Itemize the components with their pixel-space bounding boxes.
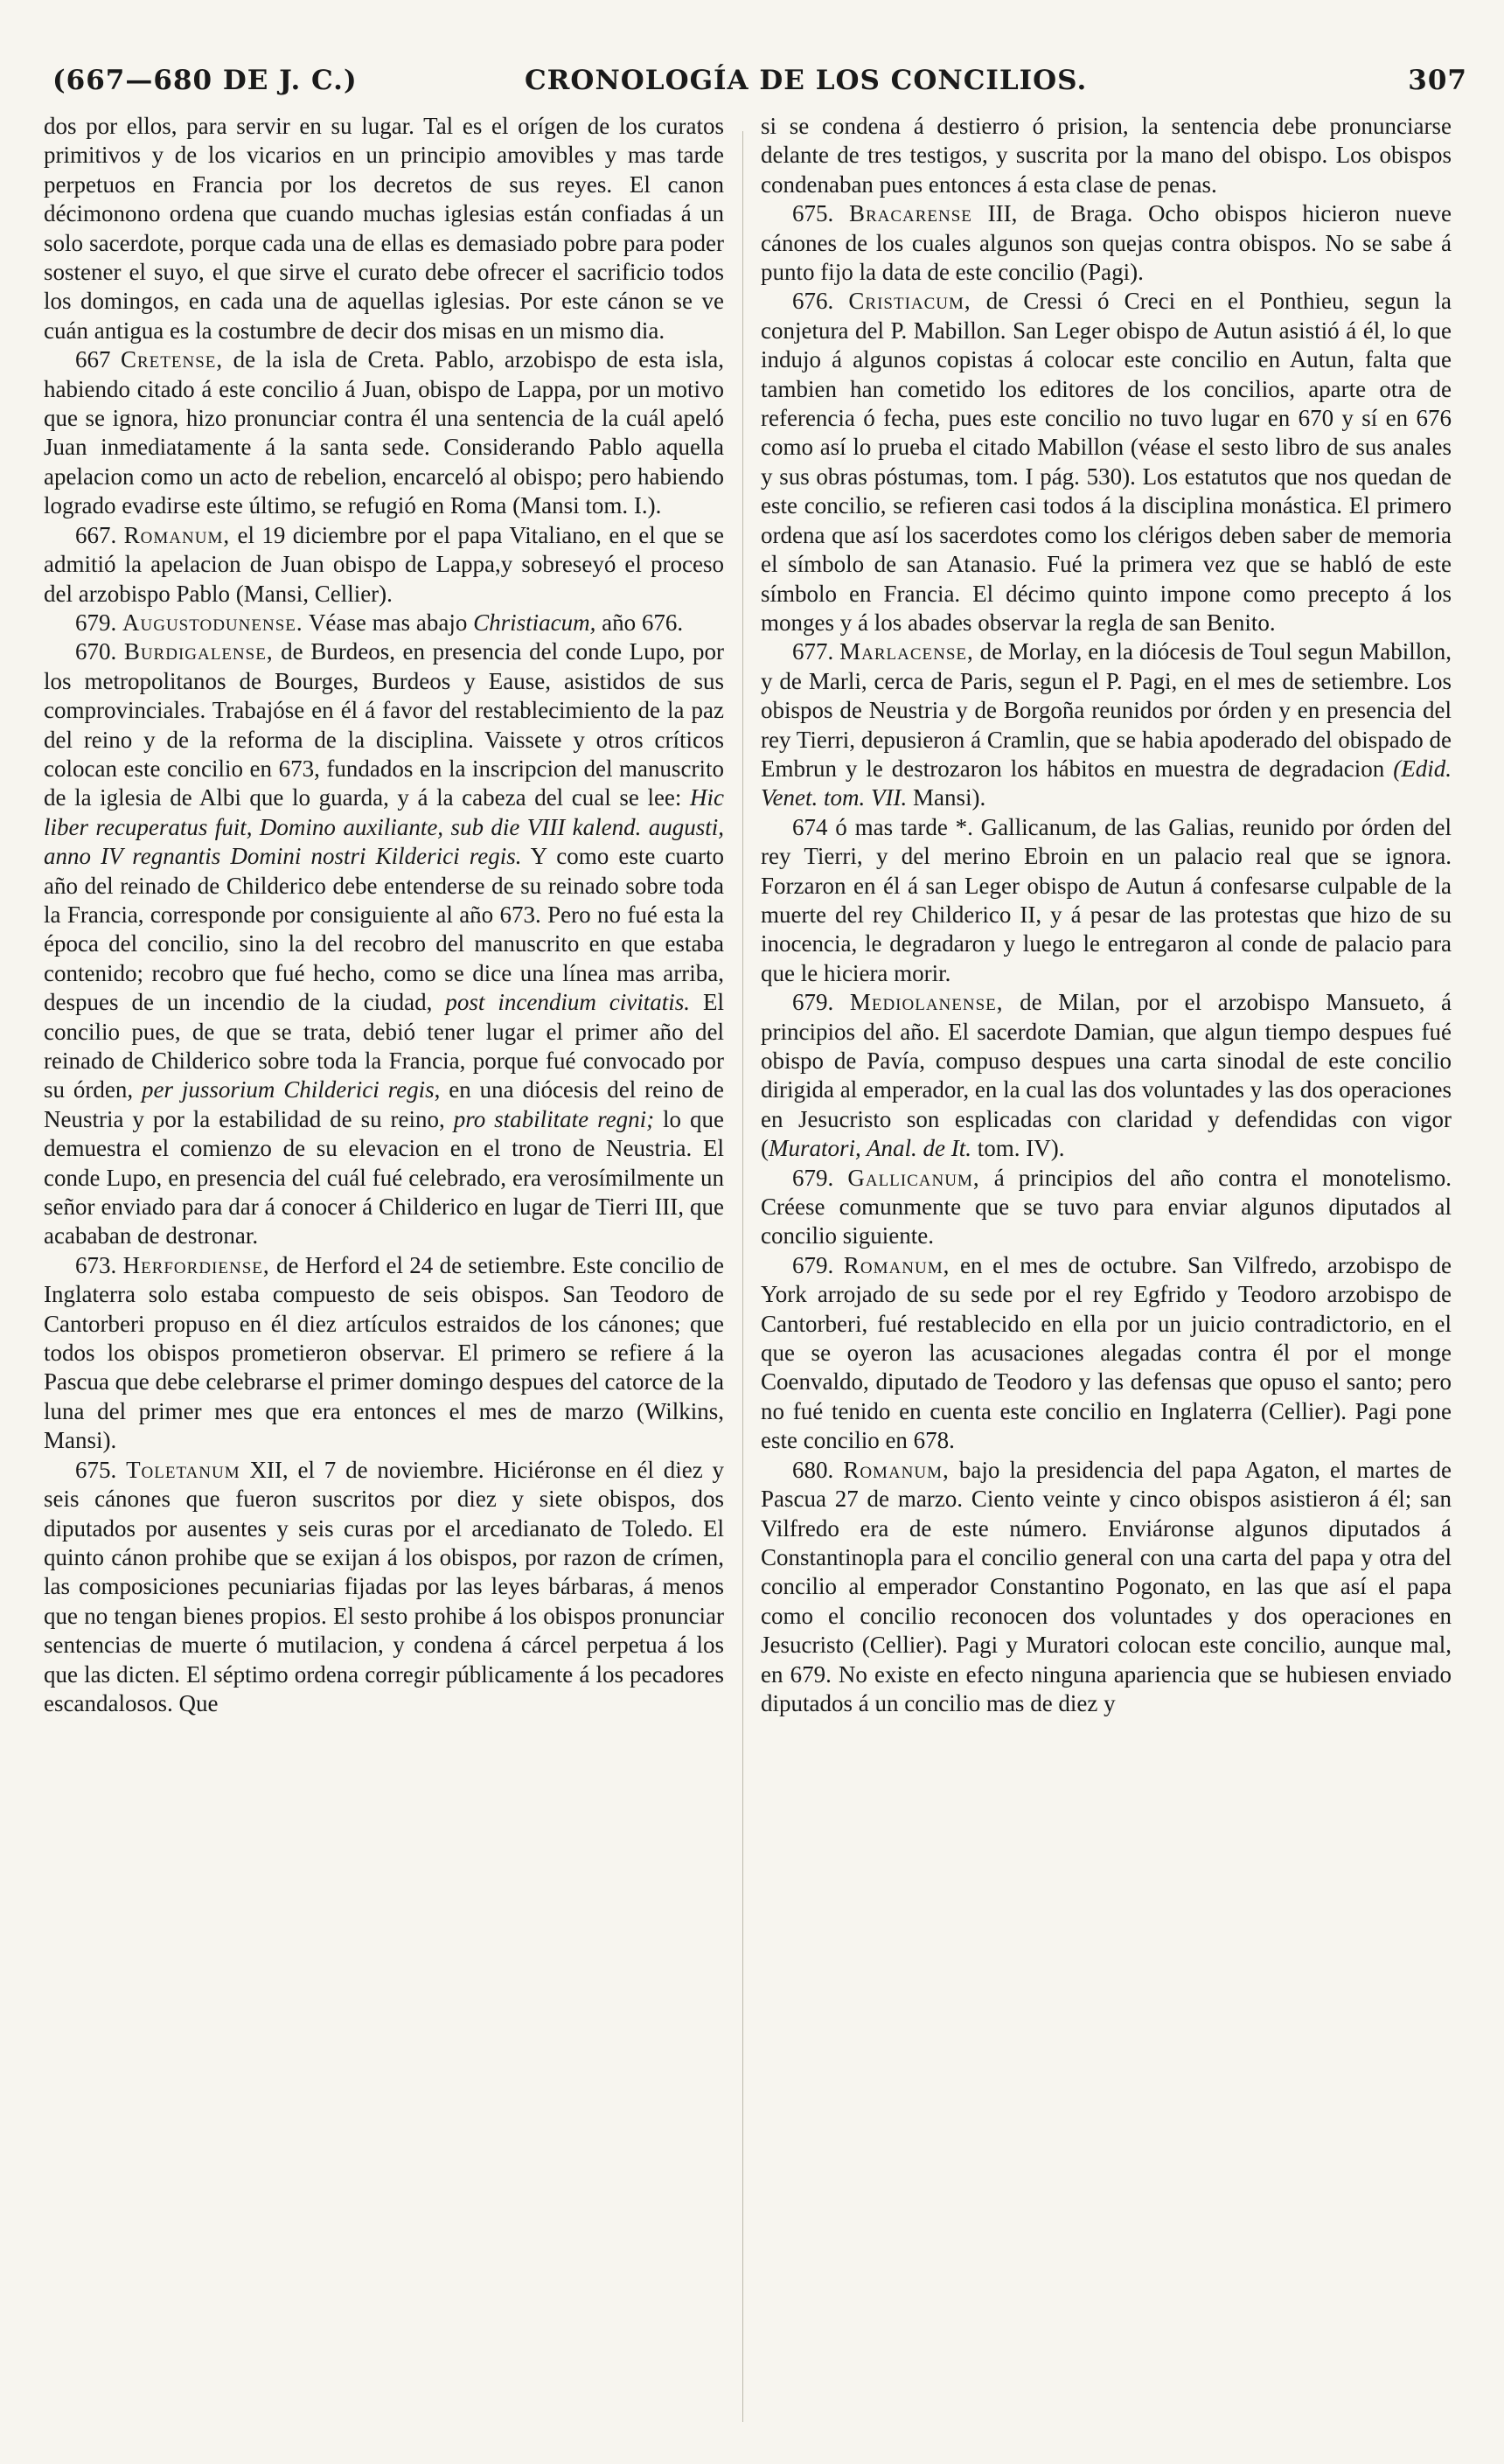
- entry-text: de Cressi ó Creci en el Ponthieu, segun la conjetura del P. Mabillon. San Leger obispo de Autun asistió á él, lo que indujo á algunos copistas á colocar este concilio en Autun, falta que tambien han cometido los editores de los concilios, aparte otra de referencia ó fecha, pues este concilio no tuvo lugar en 670 y sí en 676 como así lo prueba el citado Mabillon (véase el sesto libro de sus anales y sus obras póstumas, tom. I pág. 530). Los estatutos que nos quedan de este concilio, se refieren casi todos á la disciplina monástica. El primero ordena que así los sacerdotes como los clérigos deben saber de memoria el símbolo de san Atanasio. Fué la primera vez que se habló de este símbolo en Francia. El décimo quinto impone como precepto á los monges y á los abades observar la regla de san Benito.: [761, 288, 1452, 636]
- entry-year: 679.: [792, 989, 834, 1016]
- entry-text: ó mas tarde *. Gallicanum, de las Galias, reunido por órden del rey Tierri, y del merino Ebroin en un palacio real que se ignora. Forzaron en él á san Leger obispo de Autun á confesarse culpable de la muerte del rey Childerico II, y á pesar de las protestas que hizo de su inocencia, le degradaron y luego le entregaron al conde de palacio para que le hiciera morir.: [761, 813, 1452, 986]
- entry-text: de Morlay, en la diócesis de Toul segun Mabillon, y de Marli, cerca de Paris, segun el P. Pagi, en el mes de setiembre. Los obispos de Neustria y de Borgoña reunidos por órden y en presencia del rey Tierri, depusieron á Cramlin, que se habia apoderado del obispado de Embrun y le destrozaron los hábitos en muestra de degradacion: [761, 638, 1452, 782]
- entry-text: de Herford el 24 de setiembre. Este concilio de Inglaterra solo estaba compuesto de seis obispos. San Teodoro de Cantorberi propuso en él diez artículos estraidos de los cánones; que todos los obispos prometieron observar. El primero se refiere á la Pascua que debe celebrarse el primer domingo despues del catorce de la luna del primer mes que era entonces el mes de marzo (Wilkins, Mansi).: [44, 1251, 724, 1454]
- entry-italic: (Edid. Venet. tom. VII.: [761, 755, 1452, 811]
- entry-year: 670.: [75, 638, 117, 665]
- council-entry: [761, 1456, 1452, 1719]
- entry-text: de la isla de Creta. Pablo, arzobispo de esta isla, habiendo citado á este concilio á Juan, obispo de Lappa, por un motivo que se ignora, hizo pronunciar contra él una sentencia de la cuál apeló Juan inmediatamente á la santa sede. Considerando Pablo aquella apelacion como un acto de rebelion, encarceló al obispo; pero habiendo logrado evadirse este último, se refugió en Roma (Mansi tom. I.).: [44, 346, 724, 519]
- entry-council-name: Romanum,: [843, 1251, 950, 1278]
- council-entry: [44, 345, 724, 520]
- date-range: (667—680 DE J. C.): [52, 65, 358, 96]
- entry-year: 676.: [792, 288, 834, 315]
- entry-council-name: Gallicanum,: [847, 1164, 980, 1191]
- entry-year: 675.: [75, 1456, 117, 1483]
- entry-italic: Christiacum,: [473, 609, 596, 636]
- entry-year: 679.: [792, 1251, 834, 1278]
- entry-text: Mansi).: [907, 784, 986, 811]
- entry-italic: per jussorium Childerici regis: [141, 1076, 435, 1103]
- entry-text: de Burdeos, en presencia del conde Lupo, por los metropolitanos de Bourges, Burdeos y Eause, asistidos de sus comprovinciales. Trabajóse en él á favor del restablecimiento de la paz del reino y de la reforma de la disciplina. Vaissete y otros críticos colocan este concilio en 673, fundados en la inscripcion del manuscrito de la iglesia de Albi que lo guarda, y á la cabeza del cual se lee:: [44, 638, 724, 811]
- entry-year: 680.: [792, 1456, 834, 1483]
- council-entry: [761, 637, 1452, 812]
- council-entry: [44, 637, 724, 1251]
- running-title: CRONOLOGÍA DE LOS CONCILIOS.: [525, 65, 1088, 96]
- page-header: [52, 52, 1467, 100]
- entry-italic: Hic liber recuperatus fuit, Domino auxiliante, sub die VIII kalend. augusti, anno IV regnantis Domini nostri Kilderici regis.: [44, 784, 724, 870]
- entry-council-name: Toletanum: [126, 1456, 240, 1483]
- entry-year: 667.: [75, 521, 117, 548]
- council-entry: [44, 1456, 724, 1719]
- entry-text: XII, el 7 de noviembre. Hiciéronse en él diez y seis cánones que fueron suscritos por diez y siete obispos, dos diputados por ausentes y seis curas por el arcedianato de Toledo. El quinto cánon prohibe que se exijan á los obispos, por razon de crímen, las composiciones pecuniarias fijadas por las leyes bárbaras, á menos que no tengan bienes propios. El sesto prohibe á los obispos pronunciar sentencias de muerte ó mutilacion, y condena á cárcel perpetua á los que las dicten. El séptimo ordena corregir públicamente á los pecadores escandalosos. Que: [44, 1456, 724, 1716]
- entry-council-name: Romanum,: [123, 521, 231, 548]
- entry-year: 677.: [792, 638, 834, 665]
- entry-year: 674: [792, 813, 828, 840]
- entry-italic: Muratori, Anal. de It.: [769, 1135, 971, 1162]
- page-number: 307: [1408, 65, 1467, 96]
- council-entry: [44, 609, 724, 637]
- entry-text: tom. IV).: [971, 1135, 1065, 1162]
- council-entry: [761, 988, 1452, 1163]
- entry-council-name: Romanum,: [843, 1456, 950, 1483]
- entry-council-name: Herfordiense,: [122, 1251, 270, 1278]
- entry-year: 675.: [792, 200, 834, 227]
- council-entry: [761, 1164, 1452, 1251]
- entry-text: III, de Braga. Ocho obispos hicieron nueve cánones de los cuales algunos son quejas contra obispos. No se sabe á punto fijo la data de este concilio (Pagi).: [761, 200, 1452, 286]
- entry-council-name: Augustodunense.: [122, 609, 303, 636]
- council-entry: [761, 287, 1452, 637]
- entry-text: , en una diócesis del reino de Neustria y por la estabilidad de su reino,: [44, 1076, 724, 1132]
- entry-text: Y como este cuarto año del reinado de Childerico debe entenderse de su reinado sobre toda la Francia, corresponde por consiguiente al año 673. Pero no fué esta la época del concilio, sino la del recobro del manuscrito en que estaba contenido; recobro que fué hecho, como se dice una línea mas arriba, despues de un incendio de la ciudad,: [44, 843, 724, 1016]
- entry-year: 679.: [75, 609, 117, 636]
- entry-text: á principios del año contra el monotelismo. Créese comunmente que se tuvo para enviar algunos diputados al concilio siguiente.: [761, 1164, 1452, 1249]
- entry-council-name: Cretense,: [120, 346, 224, 373]
- entry-italic: post incendium civitatis.: [445, 989, 691, 1016]
- entry-council-name: Marlacense,: [839, 638, 974, 665]
- entry-council-name: Mediolanense,: [849, 989, 1004, 1016]
- right-column: [761, 112, 1452, 2438]
- entry-text: el 19 diciembre por el papa Vitaliano, en el que se admitió la apelacion de Juan obispo de Lappa,y sobreseyó el proceso del arzobispo Pablo (Mansi, Cellier).: [44, 521, 724, 607]
- entry-text: año 676.: [595, 609, 684, 636]
- entry-council-name: Cristiacum,: [848, 288, 971, 315]
- entry-text: lo que demuestra el comienzo de su elevacion en el trono de Neustria. El conde Lupo, en presencia del cuál fué celebrado, era verosímilmente un señor enviado para dar á conocer á Childerico en lugar de Tierri III, que acababan de destronar.: [44, 1105, 724, 1249]
- left-column: [44, 112, 724, 2438]
- entry-council-name: Burdigalense,: [123, 638, 274, 665]
- council-entry: [761, 199, 1452, 287]
- column-divider: [742, 131, 743, 2422]
- entry-italic: pro stabilitate regni;: [453, 1105, 655, 1132]
- entry-text: El concilio pues, de que se trata, debió tener lugar el primer año del reinado de Childerico sobre toda la Francia, porque fué convocado por su órden,: [44, 989, 724, 1103]
- entry-council-name: Bracarense: [848, 200, 972, 227]
- entry-text: de Milan, por el arzobispo Mansueto, á principios del año. El sacerdote Damian, que algun tiempo despues fué obispo de Pavía, compuso despues una carta sinodal de este concilio dirigida al emperador, en la cual las dos voluntades y las dos operaciones en Jesucristo son esplicadas con claridad y defendidas con vigor (: [761, 989, 1452, 1162]
- entry-text: Véase mas abajo: [303, 609, 474, 636]
- entry-year: 679.: [792, 1164, 834, 1191]
- council-entry: [44, 1251, 724, 1456]
- entry-year: 667: [75, 346, 111, 373]
- paragraph: dos por ellos, para servir en su lugar. Tal es el orígen de los curatos primitivos y de los vicarios en un principio amovibles y mas tarde perpetuos en Francia por los decretos de sus reyes. El canon décimonono ordena que cuando muchas iglesias están confiadas á un solo sacerdote, porque cada una de ellas es demasiado pobre para poder sostener el suyo, el que sirve el curato debe ofrecer el sacrificio todos los domingos, en cada una de aquellas iglesias. Por este cánon se ve cuán antigua es la costumbre de decir dos misas en un mismo dia.: [44, 113, 724, 344]
- council-entry: [761, 1251, 1452, 1456]
- entry-text: en el mes de octubre. San Vilfredo, arzobispo de York arrojado de su sede por el rey Egfrido y Teodoro arzobispo de Cantorberi, fué restablecido en ella por un juicio contradictorio, en el que se oyeron las acusaciones alegadas contra él por el monge Coenvaldo, diputado de Teodoro y las defensas que opuso el santo; pero no fué tenido en cuenta este concilio en Inglaterra (Cellier). Pagi pone este concilio en 678.: [761, 1251, 1452, 1454]
- entry-text: bajo la presidencia del papa Agaton, el martes de Pascua 27 de marzo. Ciento veinte y cinco obispos asistieron á él; san Vilfredo era de este número. Enviáronse algunos diputados á Constantinopla para el concilio general con una carta del papa y otra del concilio al emperador Constantino Pogonato, en las que así el papa como el concilio reconocen dos voluntades y dos operaciones en Jesucristo (Cellier). Pagi y Muratori colocan este concilio, aunque mal, en 679. No existe en efecto ninguna apariencia que se hubiesen enviado diputados á un concilio mas de diez y: [761, 1456, 1452, 1716]
- paragraph: si se condena á destierro ó prision, la sentencia debe pronunciarse delante de tres testigos, y suscrita por la mano del obispo. Los obispos condenaban pues entonces á esta clase de penas.: [761, 113, 1452, 198]
- entry-year: 673.: [75, 1251, 117, 1278]
- council-entry: [44, 521, 724, 609]
- council-entry: [761, 813, 1452, 988]
